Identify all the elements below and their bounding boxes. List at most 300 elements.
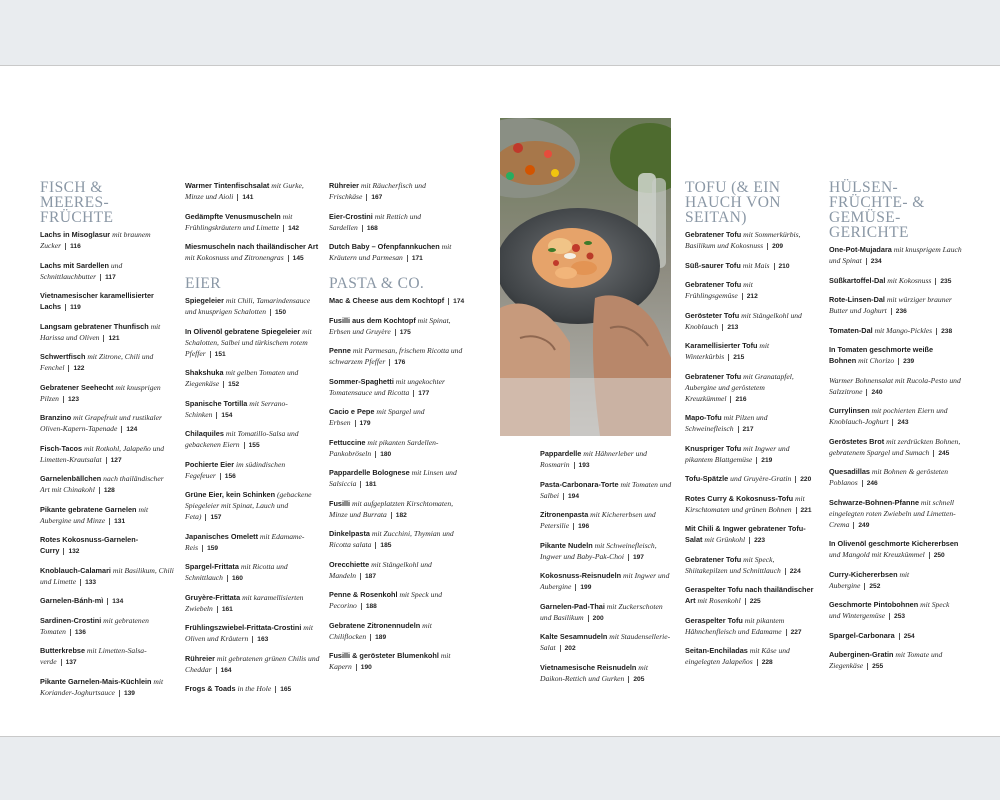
recipe-description: mit Rotkohl, Jalapeño und Limetten-Krautsalat — [40, 443, 165, 464]
index-column-6 — [829, 180, 962, 680]
recipe-title: Pappardelle — [540, 449, 582, 458]
page-number: 131 — [109, 518, 125, 525]
recipe-description: und Schnittlauchbutter — [40, 260, 123, 281]
recipe-title: Zitronenpasta — [540, 510, 589, 519]
index-entry — [185, 241, 320, 264]
recipe-description: mit Kokosnuss und Zitronengras — [185, 253, 284, 262]
recipe-description: mit Aubergine — [829, 569, 910, 590]
index-entry — [185, 211, 320, 234]
index-entry — [829, 599, 962, 622]
recipe-title: Kokosnuss-Reisnudeln — [540, 571, 622, 580]
recipe-description: mit gebratenen grünen Chilis und Cheddar — [185, 653, 320, 674]
index-entry — [185, 489, 320, 523]
page-number: 134 — [107, 598, 123, 605]
section-heading: FISCH & MEERES-FRÜCHTE — [40, 179, 114, 226]
index-entry — [685, 473, 818, 485]
recipe-description: mit knusprigen Pilzen — [40, 382, 161, 403]
page-number: 133 — [80, 579, 96, 586]
recipe-description: mit Speck, Shiitakepilzen und Schnittlauch — [685, 554, 781, 575]
page-number: 236 — [891, 308, 907, 315]
page-number: 182 — [391, 512, 407, 519]
recipe-title: Mapo-Tofu — [685, 413, 722, 422]
recipe-title: Pikante Nudeln — [540, 540, 593, 550]
index-entry — [329, 241, 465, 264]
index-entry — [540, 570, 673, 593]
index-entry — [329, 498, 465, 521]
index-entry — [185, 592, 320, 615]
index-entry — [185, 622, 320, 645]
index-entry — [40, 676, 175, 699]
index-entry — [185, 326, 320, 360]
page-number: 223 — [749, 537, 765, 544]
recipe-title: Spargel-Frittata — [185, 562, 239, 571]
recipe-description: Warmer Bohnensalat mit Rucola-Pesto und Salzzitrone — [829, 375, 961, 396]
index-entry — [40, 260, 175, 283]
recipe-description: mit Zuckerschoten und Basilikum — [540, 601, 663, 622]
index-entry — [685, 493, 818, 516]
page-number: 190 — [356, 664, 372, 671]
recipe-title: Lachs mit Sardellen — [40, 260, 109, 270]
page-number: 235 — [935, 278, 951, 285]
page-number: 220 — [795, 476, 811, 483]
recipe-title: Orecchiette — [329, 559, 370, 569]
index-entry — [185, 459, 320, 482]
index-entry — [829, 538, 962, 561]
page-number: 234 — [866, 258, 882, 265]
recipe-description: mit Schalotten, Salbei und türkischem rotem Pfeffer — [185, 326, 312, 358]
index-entry — [329, 211, 465, 234]
index-entry — [829, 466, 962, 489]
page-number: 249 — [853, 522, 869, 529]
index-entry — [540, 509, 673, 532]
index-entry — [40, 595, 175, 607]
recipe-title: Süßkartoffel-Dal — [829, 275, 886, 285]
index-entry — [329, 180, 465, 203]
page-number: 209 — [767, 243, 783, 250]
index-entry — [40, 473, 175, 496]
recipe-description: mit Winterkürbis — [685, 341, 770, 361]
recipe-description: mit Ingwer und pikantem Blattgemüse — [685, 443, 790, 464]
recipe-description: und Mangold mit Kreuzkümmel — [829, 550, 925, 559]
index-entry — [685, 229, 818, 252]
recipe-description: mit Räucherfisch und Frischkäse — [329, 181, 426, 201]
index-entry — [685, 371, 818, 405]
page-number: 205 — [628, 676, 644, 683]
recipe-description: in the Hole — [237, 684, 272, 693]
recipe-title: Langsam gebratener Thunfisch — [40, 321, 149, 331]
index-entry — [40, 229, 175, 252]
recipe-title: Rühreier — [329, 181, 360, 190]
recipe-description: mit Granatapfel, Aubergine und geröstetem Kreuzkümmel — [685, 371, 794, 403]
recipe-title: Pikante Garnelen-Mais-Küchlein — [40, 676, 152, 686]
index-entry — [685, 443, 818, 466]
page-number: 161 — [217, 606, 233, 613]
index-entry — [685, 523, 818, 546]
page-number: 164 — [216, 667, 232, 674]
index-column-1 — [40, 180, 175, 706]
recipe-description: im südindischen Fegefeuer — [185, 459, 286, 480]
index-entry — [329, 376, 465, 399]
recipe-title: One-Pot-Mujadara — [829, 245, 892, 254]
recipe-title: Mac & Cheese aus dem Kochtopf — [329, 296, 445, 305]
recipe-description: mit Staudensellerie-Salat — [540, 632, 671, 652]
recipe-title: Penne — [329, 346, 351, 355]
recipe-title: Gedämpfte Venusmuscheln — [185, 211, 281, 221]
recipe-title: Pochierte Eier — [185, 459, 235, 469]
recipe-title: Fisch-Tacos — [40, 443, 83, 453]
index-entry — [540, 601, 673, 624]
page-number: 212 — [742, 293, 758, 300]
page-number: 185 — [375, 542, 391, 549]
page-number: 215 — [728, 354, 744, 361]
recipe-description: mit ungekochter Tomatensauce und Ricotta — [329, 376, 445, 397]
recipe-title: Gebratener Tofu — [685, 230, 742, 239]
recipe-title: Garnelen-Bánh-mì — [40, 596, 104, 605]
index-entry — [185, 398, 320, 421]
index-entry — [40, 321, 175, 344]
index-column-4 — [540, 448, 673, 692]
page-number: 145 — [288, 255, 304, 262]
recipe-title: Penne & Rosenkohl — [329, 590, 398, 599]
recipe-description: mit Parmesan, frischem Ricotta und schwarzem Pfeffer — [329, 346, 463, 366]
recipe-title: Cacio e Pepe — [329, 407, 375, 416]
recipe-description: mit Rosenkohl — [697, 596, 741, 605]
page-number: 213 — [722, 324, 738, 331]
page-number: 199 — [575, 584, 591, 591]
page-number: 245 — [933, 450, 949, 457]
page-number: 177 — [413, 390, 429, 397]
recipe-description: mit Spargel und Erbsen — [329, 407, 425, 427]
page-number: 174 — [448, 298, 464, 305]
page-number: 200 — [588, 615, 604, 622]
recipe-description: mit Bohnen & gerösteten Poblanos — [829, 467, 949, 487]
recipe-description: mit würziger brauner Butter und Joghurt — [829, 295, 952, 315]
page-number: 225 — [745, 598, 761, 605]
index-entry — [329, 559, 465, 582]
recipe-description: mit Kokosnuss — [887, 275, 932, 285]
page-number: 167 — [366, 194, 382, 201]
index-entry — [829, 344, 962, 367]
page-number: 128 — [99, 487, 115, 494]
page-number: 194 — [563, 493, 579, 500]
index-column-5 — [685, 180, 818, 676]
recipe-title: Branzino — [40, 413, 72, 422]
index-entry — [185, 561, 320, 584]
recipe-description: mit Zucchini, Thymian und Ricotta salata — [329, 529, 454, 549]
index-entry — [829, 405, 962, 428]
index-entry — [685, 260, 818, 272]
recipe-title: Butterkrebse — [40, 646, 86, 655]
recipe-title: Schwarze-Bohnen-Pfanne — [829, 497, 920, 507]
page-number: 250 — [929, 552, 945, 559]
page-number: 163 — [252, 636, 268, 643]
recipe-title: Süß-saurer Tofu — [685, 260, 741, 270]
recipe-description: mit Mais — [742, 260, 770, 270]
recipe-title: Rühreier — [185, 653, 216, 663]
index-entry — [829, 294, 962, 317]
page-number: 255 — [867, 663, 883, 670]
page-number: 193 — [574, 462, 590, 469]
index-entry — [185, 295, 320, 318]
recipe-title: Frühlingszwiebel-Frittata-Crostini — [185, 623, 302, 632]
recipe-title: Pappardelle Bolognese — [329, 468, 410, 477]
page-number: 157 — [205, 514, 221, 521]
page-number: 238 — [936, 328, 952, 335]
recipe-title: Sardinen-Crostini — [40, 615, 102, 625]
index-entry — [829, 375, 962, 398]
index-entry — [829, 325, 962, 337]
page-number: 221 — [796, 507, 812, 514]
page-number: 137 — [61, 659, 77, 666]
recipe-title: Seitan-Enchiladas — [685, 646, 748, 655]
recipe-title: Quesadillas — [829, 467, 870, 476]
page-number: 121 — [103, 335, 119, 342]
recipe-title: Spanische Tortilla — [185, 398, 248, 408]
recipe-title: Pikante gebratene Garnelen — [40, 504, 137, 514]
recipe-title: Shakshuka — [185, 368, 224, 377]
index-entry — [540, 631, 673, 654]
index-entry — [40, 443, 175, 466]
page-number: 127 — [106, 457, 122, 464]
recipe-title: Tofu-Spätzle — [685, 474, 729, 483]
index-entry — [685, 279, 818, 302]
recipe-description: mit Stängelkohl und Knoblauch — [685, 310, 802, 331]
recipe-title: Pasta-Carbonara-Torte — [540, 479, 619, 489]
recipe-description: mit braunem Zucker — [40, 230, 151, 250]
index-entry — [40, 615, 175, 638]
page-number: 216 — [730, 396, 746, 403]
index-entry — [40, 290, 175, 313]
recipe-title: Chilaquiles — [185, 429, 224, 438]
recipe-description: mit Sommerkürbis, Basilikum und Kokosnuss — [685, 230, 801, 250]
index-entry — [40, 565, 175, 588]
recipe-title: Fusilli — [329, 498, 351, 508]
page-number: 150 — [270, 309, 286, 316]
index-entry — [329, 295, 465, 307]
index-entry — [829, 244, 962, 267]
recipe-title: Rotes Curry & Kokosnuss-Tofu — [685, 493, 794, 503]
index-entry — [829, 569, 962, 592]
recipe-description: und Gruyère-Gratin — [730, 474, 792, 483]
page-number: 189 — [370, 634, 386, 641]
recipe-title: Garnelenbällchen — [40, 474, 102, 483]
index-entry — [40, 504, 175, 527]
recipe-description: mit knusprigem Lauch und Spinat — [829, 245, 962, 265]
recipe-title: Gebratener Tofu — [685, 280, 742, 289]
index-entry — [685, 310, 818, 333]
recipe-title: Vietnamesischer karamellisierter Lachs — [40, 291, 154, 311]
recipe-description: mit karamellisierten Zwiebeln — [185, 592, 304, 613]
recipe-description: mit Daikon-Rettich und Gurken — [540, 662, 649, 683]
index-entry — [185, 367, 320, 390]
recipe-description: mit Chorizo — [858, 356, 895, 365]
recipe-title: Geraspelter Tofu — [685, 615, 743, 625]
index-entry — [685, 584, 818, 607]
page-number: 217 — [738, 426, 754, 433]
recipe-description: mit Basilikum, Chili und Limette — [40, 565, 174, 586]
page-number: 228 — [757, 659, 773, 666]
pasta-bowl-photo — [500, 118, 671, 436]
recipe-title: Japanisches Omelett — [185, 531, 259, 541]
recipe-description: mit Grapefruit und rustikaler Oliven-Kapern-Tapenade — [40, 413, 162, 433]
page-number: 123 — [63, 396, 79, 403]
index-entry — [329, 345, 465, 368]
page-number: 243 — [892, 419, 908, 426]
page-number: 171 — [407, 255, 423, 262]
recipe-description: mit Rettich und Sardellen — [329, 211, 422, 232]
index-entry — [829, 275, 962, 287]
recipe-title: Schwertfisch — [40, 352, 86, 361]
recipe-description: mit Harissa und Oliven — [40, 321, 161, 342]
recipe-title: Vietnamesische Reisnudeln — [540, 662, 637, 672]
page-number: 224 — [785, 568, 801, 575]
recipe-title: Rote-Linsen-Dal — [829, 295, 885, 304]
recipe-description: mit Ingwer und Aubergine — [540, 571, 670, 591]
recipe-title: Spiegeleier — [185, 296, 224, 305]
index-entry — [540, 448, 673, 471]
recipe-title: Fusilli aus dem Kochtopf — [329, 315, 416, 325]
page-number: 210 — [774, 263, 790, 270]
index-entry — [40, 645, 175, 668]
page-number: 141 — [237, 194, 253, 201]
recipe-description: mit Tomaten und Salbei — [540, 479, 672, 500]
index-column-3 — [329, 180, 465, 681]
index-entry — [329, 589, 465, 612]
page-number: 168 — [362, 225, 378, 232]
index-entry — [329, 315, 465, 338]
index-entry — [540, 540, 673, 563]
recipe-title: Dutch Baby – Ofenpfannkuchen — [329, 242, 440, 251]
index-entry — [185, 683, 320, 695]
recipe-title: Spargel-Carbonara — [829, 630, 895, 640]
recipe-description: mit Kichererbsen und Petersilie — [540, 510, 656, 530]
recipe-title: Warmer Tintenfischsalat — [185, 181, 270, 190]
recipe-description: mit Frühlingskräutern und Limette — [185, 211, 293, 232]
recipe-title: Gebratener Tofu — [685, 371, 742, 381]
index-entry — [685, 645, 818, 668]
page-number: 252 — [864, 583, 880, 590]
page-number: 154 — [216, 412, 232, 419]
page-number: 159 — [202, 545, 218, 552]
recipe-title: Kalte Sesamnudeln — [540, 632, 608, 641]
recipe-description: mit Käse und eingelegten Jalapeños — [685, 646, 790, 666]
index-entry — [829, 649, 962, 672]
recipe-title: Geschmorte Pintobohnen — [829, 600, 919, 609]
page-number: 176 — [389, 359, 405, 366]
index-entry — [540, 662, 673, 685]
index-entry — [40, 351, 175, 374]
recipe-description: mit gebratenen Tomaten — [40, 615, 149, 636]
index-entry — [329, 437, 465, 460]
index-entry — [829, 497, 962, 531]
recipe-title: Geröstetes Brot — [829, 436, 885, 446]
recipe-description: mit Koriander-Joghurtsauce — [40, 676, 164, 697]
page-number: 122 — [68, 365, 84, 372]
section-heading: EIER — [185, 275, 222, 292]
recipe-description: mit gelben Tomaten und Ziegenkäse — [185, 368, 299, 388]
index-entry — [185, 180, 320, 203]
page-number: 132 — [63, 548, 79, 555]
index-entry — [685, 615, 818, 638]
recipe-title: Fettuccine — [329, 437, 366, 447]
recipe-title: Gruyère-Frittata — [185, 592, 241, 602]
index-entry — [829, 630, 962, 642]
recipe-description: mit Linsen und Salsiccia — [329, 468, 457, 488]
index-entry — [185, 653, 320, 676]
recipe-description: mit Aubergine und Minze — [40, 504, 149, 525]
page-number: 156 — [220, 473, 236, 480]
page-number: 155 — [244, 442, 260, 449]
recipe-description: mit Pilzen und Schweinefleisch — [685, 413, 768, 433]
recipe-description: mit pikanten Sardellen-Pankobröseln — [329, 437, 439, 458]
recipe-title: Lachs in Misoglasur — [40, 230, 111, 239]
recipe-description: mit Chili, Tamarindensauce und knusprigen Schalotten — [185, 296, 311, 316]
recipe-description: mit Kirschtomaten und grünen Bohnen — [685, 493, 805, 514]
index-entry — [185, 428, 320, 451]
page-number: 187 — [360, 573, 376, 580]
recipe-title: Fusilli & gerösteter Blumenkohl — [329, 651, 439, 660]
index-entry — [685, 412, 818, 435]
recipe-description: mit Frühlingsgemüse — [685, 280, 753, 300]
page-number: 227 — [786, 629, 802, 636]
recipe-title: Garnelen-Pad-Thai — [540, 601, 605, 611]
recipe-description: mit Grünkohl — [704, 535, 746, 544]
index-entry — [540, 479, 673, 502]
index-entry — [40, 534, 175, 557]
index-entry — [329, 406, 465, 429]
recipe-title: Currylinsen — [829, 406, 870, 415]
recipe-description: mit pikantem Hähnchenfleisch und Edamame — [685, 615, 785, 636]
index-column-2 — [185, 180, 320, 703]
recipe-description: mit Tomatillo-Salsa und gebackenen Eiern — [185, 429, 299, 449]
recipe-title: Karamellisierter Tofu — [685, 341, 758, 350]
recipe-title: Rotes Kokosnuss-Garnelen-Curry — [40, 535, 139, 555]
recipe-title: Sommer-Spaghetti — [329, 376, 394, 386]
recipe-title: Eier-Crostini — [329, 211, 373, 221]
recipe-title: In Olivenöl geschmorte Kichererbsen — [829, 539, 959, 548]
section-heading: PASTA & CO. — [329, 275, 425, 292]
page-number: 202 — [560, 645, 576, 652]
index-entry — [329, 467, 465, 490]
recipe-description: nach thailändischer Art mit Chinakohl — [40, 474, 164, 494]
index-entry — [185, 531, 320, 554]
recipe-title: In Tomaten geschmorte weiße Bohnen — [829, 345, 934, 365]
page-number: 179 — [355, 420, 371, 427]
page-number: 139 — [119, 690, 135, 697]
index-entry — [40, 412, 175, 435]
page-number: 152 — [223, 381, 239, 388]
page-number: 142 — [283, 225, 299, 232]
page-number: 188 — [361, 603, 377, 610]
page-number: 117 — [100, 274, 116, 281]
recipe-title: Knoblauch-Calamari — [40, 565, 111, 575]
recipe-description: mit Kräutern und Parmesan — [329, 242, 452, 262]
recipe-description: mit Mango-Pickles — [874, 325, 933, 335]
page-number: 165 — [275, 686, 291, 693]
page-number: 175 — [395, 329, 411, 336]
page-number: 219 — [756, 457, 772, 464]
page-number: 254 — [899, 633, 915, 640]
recipe-description: mit Chiliflocken — [329, 620, 432, 641]
page-number: 151 — [210, 351, 226, 358]
recipe-description: mit Kapern — [329, 651, 451, 671]
recipe-title: Grüne Eier, kein Schinken — [185, 490, 276, 499]
index-entry — [40, 382, 175, 405]
recipe-description: mit Stängelkohl und Mandeln — [329, 559, 432, 580]
index-entry — [329, 650, 465, 673]
recipe-title: Gerösteter Tofu — [685, 310, 740, 320]
recipe-title: Curry-Kichererbsen — [829, 569, 898, 579]
